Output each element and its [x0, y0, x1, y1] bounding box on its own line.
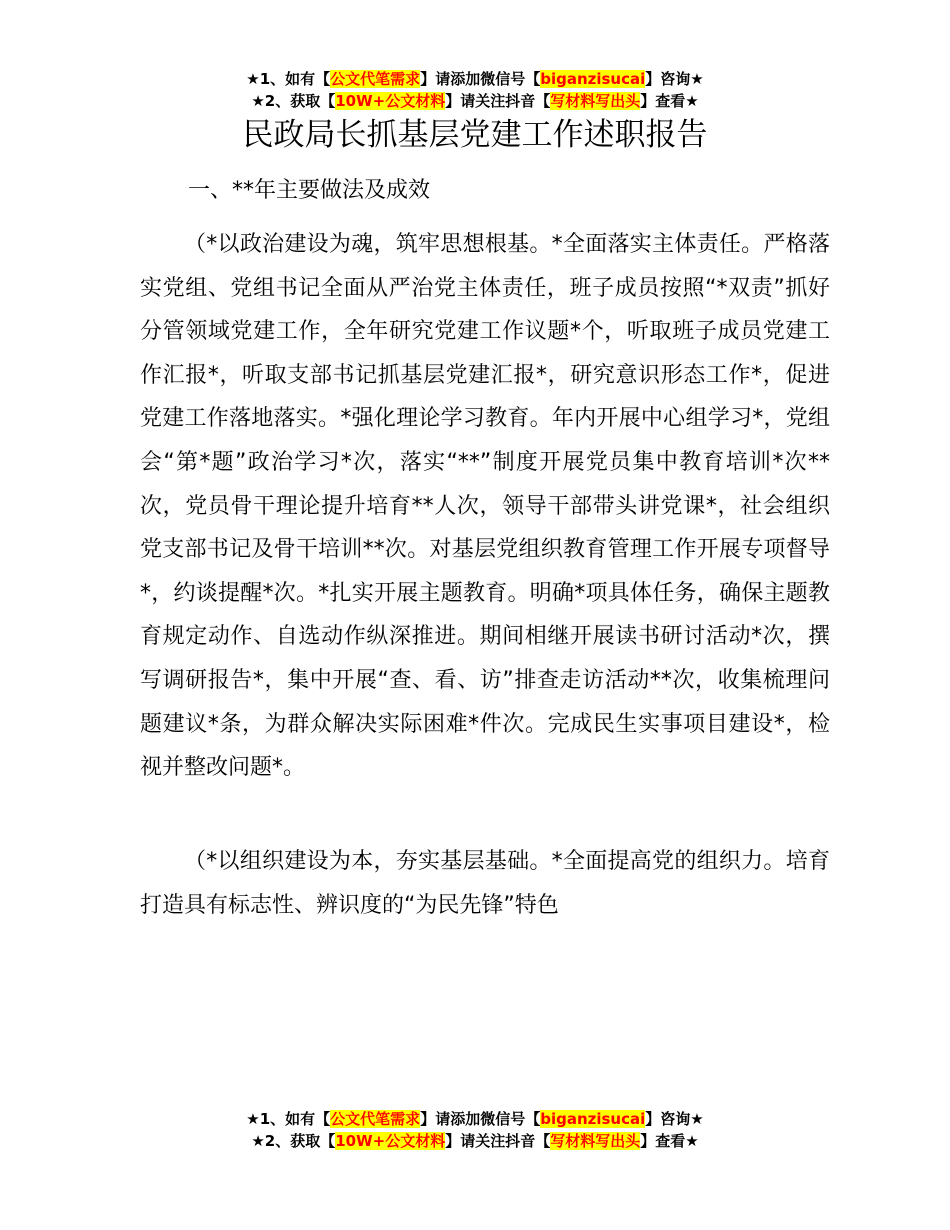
banner-wechat-id: biganzisucai: [540, 1110, 646, 1128]
banner-line-2: ★2、获取【10W+公文材料】请关注抖音【写材料写出头】查看★: [251, 92, 699, 110]
banner-wechat-id: biganzisucai: [540, 70, 646, 88]
section-heading: 一、**年主要做法及成效: [188, 178, 431, 203]
banner-line-2: ★2、获取【10W+公文材料】请关注抖音【写材料写出头】查看★: [251, 1132, 699, 1150]
document-title: 民政局长抓基层党建工作述职报告: [242, 117, 708, 153]
header-banner: [0, 68, 950, 112]
banner-line-1: ★1、如有【公文代笔需求】请添加微信号【biganzisucai】咨询★: [246, 70, 704, 88]
banner-highlight: 10W+公文材料: [335, 1132, 446, 1150]
banner-line-1: ★1、如有【公文代笔需求】请添加微信号【biganzisucai】咨询★: [246, 1110, 704, 1128]
banner-highlight: 10W+公文材料: [335, 92, 446, 110]
banner-highlight: 公文代笔需求: [330, 70, 421, 88]
banner-douyin-name: 写材料写出头: [550, 92, 641, 110]
footer-banner: [0, 1108, 950, 1152]
body-paragraph-1: （*以政治建设为魂，筑牢思想根基。*全面落实主体责任。严格落实党组、党组书记全面从严治党主体责任，班子成员按照“*双责”抓好分管领域党建工作，全年研究党建工作议题*个，听取班子成员党建工作汇报*，听取支部书记抓基层党建汇报*，研究意识形态工作*，促进党建工作落地落实。*强化理论学习教育。年内开展中心组学习*，党组会“第*题”政治学习*次，落实“**”制度开展党员集中教育培训*次**次，党员骨干理论提升培育**人次，领导干部带头讲党课*，社会组织党支部书记及骨干培训**次。对基层党组织教育管理工作开展专项督导*，约谈提醒*次。*扎实开展主题教育。明确*项具体任务，确保主题教育规定动作、自选动作纵深推进。期间相继开展读书研讨活动*次，撰写调研报告*，集中开展“查、看、访”排查走访活动**次，收集梳理问题建议*条，为群众解决实际困难*件次。完成民生实事项目建设*，检视并整改问题*。: [140, 232, 830, 781]
banner-highlight: 公文代笔需求: [330, 1110, 421, 1128]
banner-douyin-name: 写材料写出头: [550, 1132, 641, 1150]
body-paragraph-2: （*以组织建设为本，夯实基层基础。*全面提高党的组织力。培育打造具有标志性、辨识度的“为民先锋”特色: [140, 849, 830, 918]
